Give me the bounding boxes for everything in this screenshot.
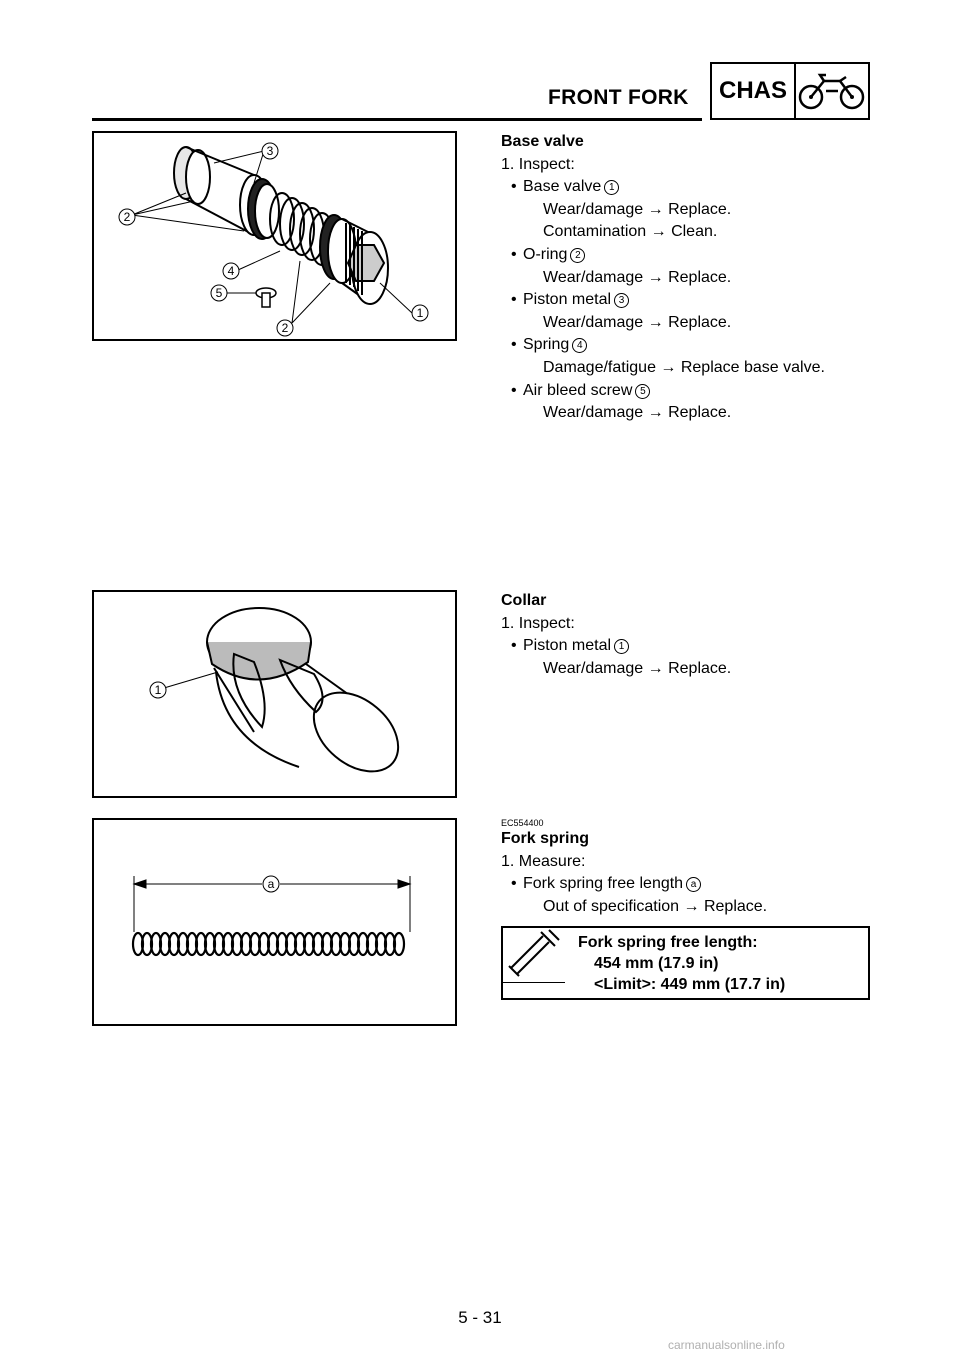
callout-marker: 2 — [570, 248, 585, 263]
list-item-detail: Wear/damage → Replace. — [543, 268, 732, 286]
callout-1: 1 — [154, 683, 162, 697]
spec-divider — [503, 982, 565, 983]
base-valve-section — [501, 131, 881, 425]
fork-spring-step: 1. Measure: — [501, 852, 586, 870]
list-item: • Fork spring free length a — [501, 873, 881, 896]
spec-limit: <Limit>: 449 mm (17.7 in) — [594, 976, 786, 993]
list-item: • Piston metal 1 — [501, 635, 881, 658]
caliper-icon — [503, 928, 565, 998]
callout-5: 5 — [215, 286, 223, 300]
list-item-detail: Wear/damage → Replace. — [543, 659, 732, 677]
list-item-detail: Wear/damage → Replace. — [543, 313, 732, 331]
spec-box — [501, 926, 870, 1000]
list-item-detail: Contamination → Clean. — [543, 223, 718, 241]
callout-marker: 1 — [604, 180, 619, 195]
header-rule — [92, 118, 702, 121]
list-item: • Piston metal 3 — [501, 289, 881, 312]
callout-marker: a — [686, 877, 701, 892]
collar-section — [501, 590, 881, 680]
collar-figure — [92, 590, 457, 798]
spec-title: Fork spring free length: — [578, 934, 758, 951]
base-valve-heading: Base valve — [501, 133, 584, 150]
fork-spring-figure — [92, 818, 457, 1026]
list-item: • Spring 4 — [501, 334, 881, 357]
callout-marker: 5 — [635, 384, 650, 399]
list-item-detail: Out of specification → Replace. — [543, 897, 768, 915]
collar-step: 1. Inspect: — [501, 614, 575, 632]
watermark: carmanualsonline.info — [668, 1338, 785, 1352]
list-item: • O-ring 2 — [501, 244, 881, 267]
section-tab — [710, 62, 870, 120]
list-item: • Air bleed screw 5 — [501, 380, 881, 403]
list-item-detail: Wear/damage → Replace. — [543, 200, 732, 218]
spec-value: 454 mm (17.9 in) — [594, 955, 719, 972]
callout-1: 1 — [416, 306, 424, 320]
section-label: CHAS — [712, 64, 796, 118]
fork-spring-heading: Fork spring — [501, 830, 590, 847]
base-valve-figure — [92, 131, 457, 341]
page-title: FRONT FORK — [548, 86, 689, 109]
callout-2b: 2 — [281, 321, 289, 335]
base-valve-step: 1. Inspect: — [501, 155, 575, 173]
callout-4: 4 — [227, 264, 235, 278]
callout-marker: 3 — [614, 293, 629, 308]
list-item-detail: Damage/fatigue → Replace base valve. — [543, 358, 825, 376]
callout-2: 2 — [123, 210, 131, 224]
list-item: • Base valve 1 — [501, 176, 881, 199]
callout-marker: 1 — [614, 639, 629, 654]
page-number: 5 - 31 — [458, 1308, 502, 1327]
callout-marker: 4 — [572, 338, 587, 353]
list-item-detail: Wear/damage → Replace. — [543, 404, 732, 422]
callout-3: 3 — [266, 144, 274, 158]
section-code: EC554400 — [501, 818, 544, 828]
collar-heading: Collar — [501, 592, 547, 609]
fork-spring-section — [501, 818, 881, 918]
motorcycle-icon — [796, 64, 868, 118]
spec-text — [578, 932, 785, 995]
callout-a: a — [267, 877, 275, 891]
